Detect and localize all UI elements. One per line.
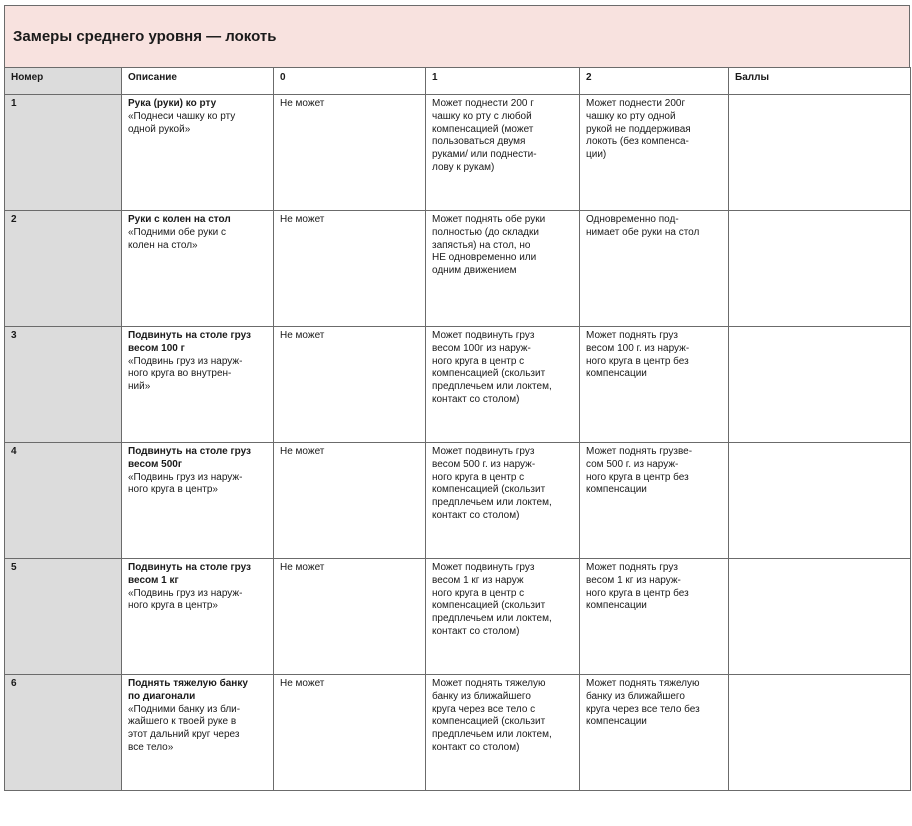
score-1-criteria: Может подвинуть груз весом 1 кг из наруж ного круга в центр с компенсацией (скользит предплечьем или локтем, контакт со столом) (426, 559, 580, 675)
score-2-criteria: Может поднести 200г чашку ко рту одной рукой не поддерживая локоть (без компенса- ции) (580, 95, 729, 211)
assessment-table (4, 67, 911, 791)
points-cell[interactable] (729, 559, 911, 675)
score-2-criteria: Может поднять грузве- сом 500 г. из наруж- ного круга в центр без компенсации (580, 443, 729, 559)
header-score-0: 0 (274, 68, 426, 95)
task-instruction: «Подними обе руки с колен на стол» (128, 226, 226, 251)
points-cell[interactable] (729, 675, 911, 791)
task-instruction: «Подвинь груз из наруж- ного круга в центр» (128, 471, 243, 496)
task-title: Поднять тяжелую банку по диагонали (128, 678, 248, 702)
header-points: Баллы (729, 68, 911, 95)
row-description (122, 327, 274, 443)
table-body (5, 95, 911, 791)
header-row (5, 68, 911, 95)
header-description: Описание (122, 68, 274, 95)
task-instruction: «Подними банку из бли- жайшего к твоей руке в этот дальний круг через все тело» (128, 703, 241, 753)
points-cell[interactable] (729, 95, 911, 211)
task-instruction: «Подвинь груз из наруж- ного круга во внутрен- ний» (128, 355, 243, 393)
task-title: Подвинуть на столе груз весом 100 г (128, 330, 252, 354)
row-number: 1 (5, 95, 122, 211)
row-description (122, 559, 274, 675)
score-0-criteria: Не может (274, 559, 426, 675)
points-cell[interactable] (729, 211, 911, 327)
row-number: 3 (5, 327, 122, 443)
table-row (5, 211, 911, 327)
score-2-criteria: Может поднять груз весом 1 кг из наруж- ного круга в центр без компенсации (580, 559, 729, 675)
table-row (5, 327, 911, 443)
table-row (5, 443, 911, 559)
task-instruction: «Поднеси чашку ко рту одной рукой» (128, 110, 236, 135)
score-1-criteria: Может поднести 200 г чашку ко рту с любой компенсацией (может пользоваться двумя руками/ или поднести- лову к рукам) (426, 95, 580, 211)
score-0-criteria: Не может (274, 95, 426, 211)
score-2-criteria: Может поднять груз весом 100 г. из наруж- ного круга в центр без компенсации (580, 327, 729, 443)
task-title: Рука (руки) ко рту (128, 98, 217, 109)
table-row (5, 559, 911, 675)
score-1-criteria: Может поднять тяжелую банку из ближайшего круга через все тело с компенсацией (скользит предплечьем или локтем, контакт со столом) (426, 675, 580, 791)
sheet-title: Замеры среднего уровня — локоть (4, 5, 910, 67)
score-2-criteria: Одновременно под- нимает обе руки на стол (580, 211, 729, 327)
score-0-criteria: Не может (274, 327, 426, 443)
score-0-criteria: Не может (274, 211, 426, 327)
task-title: Подвинуть на столе груз весом 500г (128, 446, 252, 470)
row-description (122, 211, 274, 327)
table-row (5, 675, 911, 791)
header-score-2: 2 (580, 68, 729, 95)
row-number: 5 (5, 559, 122, 675)
table-row (5, 95, 911, 211)
score-0-criteria: Не может (274, 675, 426, 791)
row-number: 6 (5, 675, 122, 791)
assessment-sheet (4, 5, 910, 791)
score-1-criteria: Может поднять обе руки полностью (до складки запястья) на стол, но НЕ одновременно или одним движением (426, 211, 580, 327)
task-title: Подвинуть на столе груз весом 1 кг (128, 562, 252, 586)
points-cell[interactable] (729, 443, 911, 559)
score-0-criteria: Не может (274, 443, 426, 559)
row-number: 2 (5, 211, 122, 327)
score-1-criteria: Может подвинуть груз весом 500 г. из наруж- ного круга в центр с компенсацией (скользит предплечьем или локтем, контакт со столом) (426, 443, 580, 559)
score-1-criteria: Может подвинуть груз весом 100г из наруж- ного круга в центр с компенсацией (скользит предплечьем или локтем, контакт со столом) (426, 327, 580, 443)
row-description (122, 95, 274, 211)
task-title: Руки с колен на стол (128, 214, 231, 225)
points-cell[interactable] (729, 327, 911, 443)
row-description (122, 675, 274, 791)
header-score-1: 1 (426, 68, 580, 95)
score-2-criteria: Может поднять тяжелую банку из ближайшего круга через все тело без компенсации (580, 675, 729, 791)
task-instruction: «Подвинь груз из наруж- ного круга в центр» (128, 587, 243, 612)
row-number: 4 (5, 443, 122, 559)
header-num: Номер (5, 68, 122, 95)
row-description (122, 443, 274, 559)
